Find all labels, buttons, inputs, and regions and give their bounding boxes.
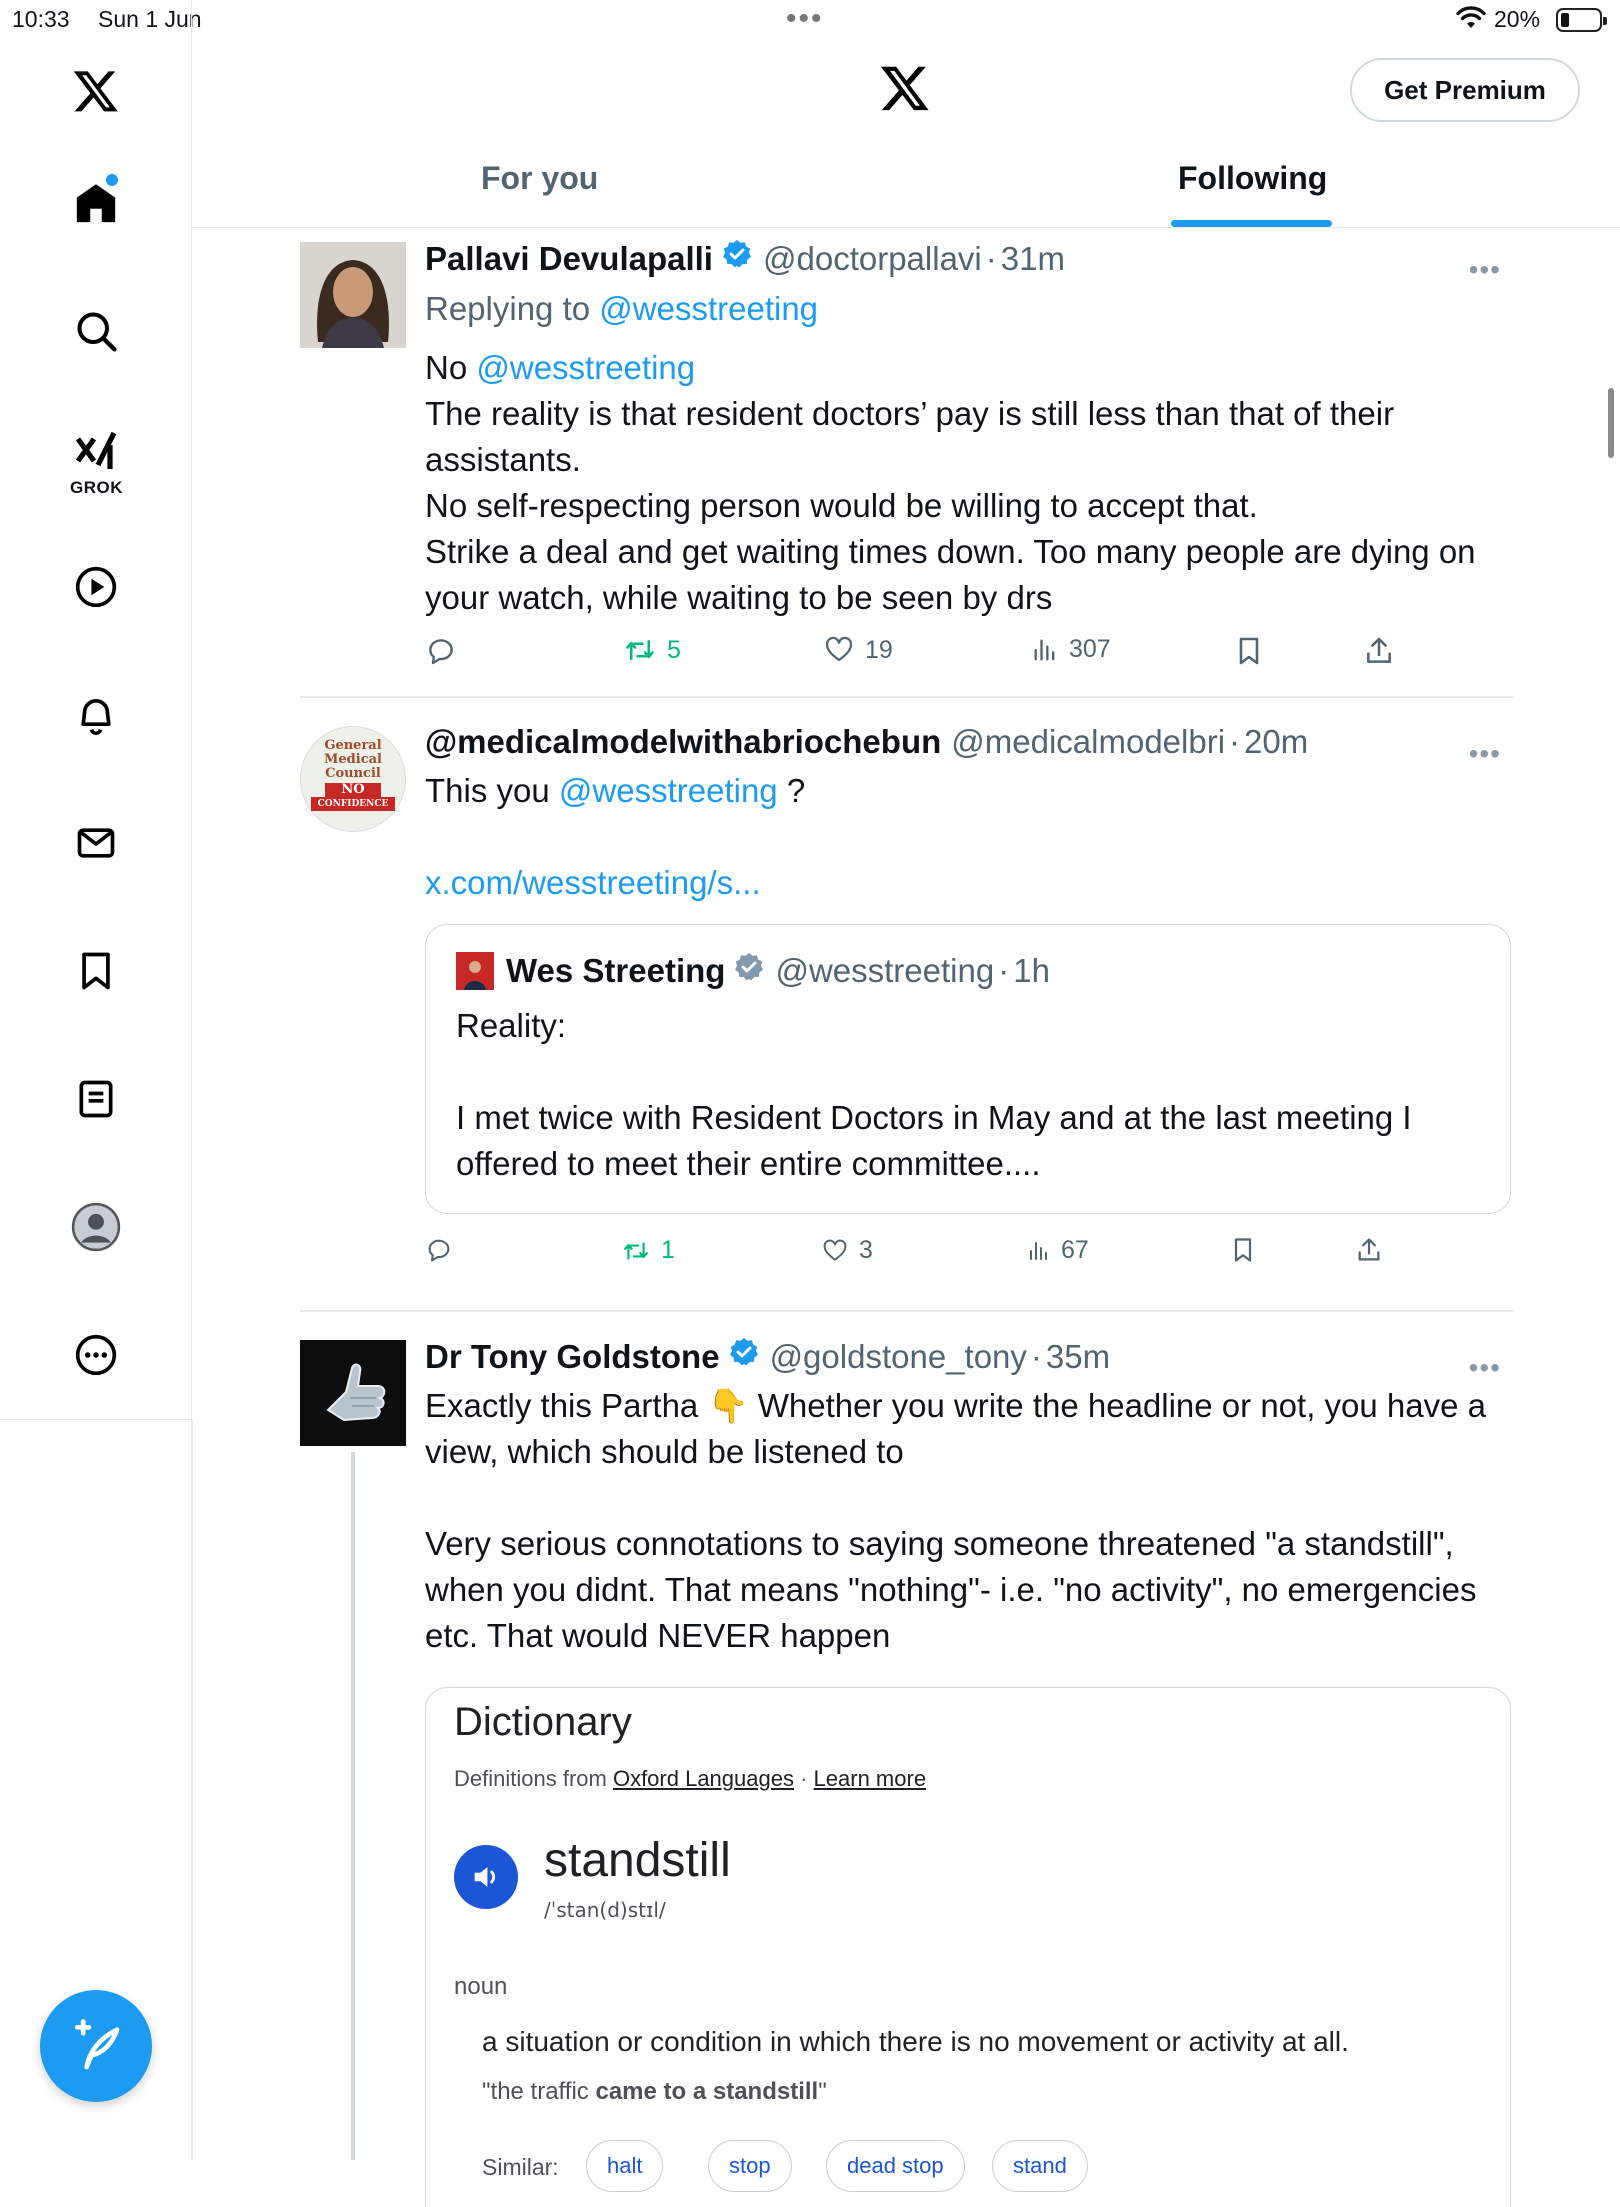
separator: · (1030, 1337, 1042, 1375)
reply-button[interactable] (425, 635, 457, 667)
profile-avatar-icon[interactable] (46, 1192, 146, 1262)
similar-label: Similar: (482, 2154, 559, 2180)
tweet-divider (300, 1310, 1513, 1312)
status-time: 10:33 (12, 6, 70, 32)
scrollbar[interactable] (1608, 388, 1614, 458)
speaker-icon (454, 1845, 518, 1909)
status-date: Sun 1 Jun (98, 6, 202, 32)
dictionary-word: standstill (544, 1834, 731, 1887)
avatar-text: Council (325, 766, 381, 781)
tab-for-you[interactable]: For you (481, 160, 599, 196)
attached-image-dictionary[interactable] (425, 1687, 1511, 2207)
tweet[interactable] (193, 1336, 1513, 2180)
quote-timestamp: 1h (1013, 952, 1050, 989)
similar-chip: halt (586, 2140, 663, 2192)
more-icon[interactable]: ••• (1468, 1352, 1501, 1383)
messages-mail-icon[interactable] (46, 808, 146, 878)
avatar-text: CONFIDENCE (311, 797, 395, 811)
text-part: Whether you write the headline or not, you have a view, which should be listened to (425, 1387, 1486, 1470)
like-count: 19 (865, 635, 893, 664)
mention-link[interactable]: @wesstreeting (558, 772, 778, 809)
like-count: 3 (859, 1236, 873, 1264)
x-header-logo-icon (878, 62, 932, 119)
reply-icon (425, 1236, 453, 1264)
x-logo-icon[interactable] (46, 56, 146, 126)
grok-label: GROK (70, 478, 123, 497)
avatar[interactable] (300, 726, 406, 832)
text-suffix: ? (777, 772, 806, 809)
text-line: No self-respecting person would be willing to accept that. (425, 487, 1258, 524)
more-options-icon[interactable] (46, 1320, 146, 1390)
share-icon (1363, 635, 1395, 667)
separator: · (985, 239, 997, 277)
active-tab-indicator (1171, 220, 1332, 227)
dictionary-source (454, 1766, 926, 1792)
author-handle[interactable]: @medicalmodelbri (951, 723, 1226, 760)
source-link: Oxford Languages (612, 1766, 794, 1791)
tweet-actions (425, 1236, 1505, 1286)
left-nav (0, 0, 192, 1420)
text-prefix: This you (425, 772, 559, 809)
example-open: "the traffic (482, 2078, 596, 2105)
bookmark-button[interactable] (1233, 635, 1265, 667)
retweet-icon (621, 1238, 651, 1264)
tweet-text (425, 1383, 1505, 1475)
tweet-text (425, 768, 1505, 814)
replying-prefix: Replying to (425, 290, 600, 327)
tab-following[interactable]: Following (1178, 160, 1328, 196)
timestamp[interactable]: 35m (1045, 1337, 1111, 1375)
thread-line (351, 1452, 355, 2160)
tweet-divider (300, 696, 1513, 698)
share-button[interactable] (1363, 635, 1395, 667)
replying-to (425, 287, 1505, 331)
tweet-text: Very serious connotations to saying someone threatened "a standstill", when you didnt. That means "nothing"- i.e. "no activity", no emergencies etc. That would NEVER happen (425, 1525, 1477, 1654)
tweet-header (425, 238, 1505, 279)
views-button[interactable] (1027, 1236, 1089, 1265)
share-icon (1355, 1236, 1383, 1264)
retweet-count: 1 (661, 1236, 675, 1264)
quote-author-name[interactable]: Wes Streeting (506, 952, 726, 989)
dictionary-phonetic: /ˈstan(d)stɪl/ (544, 1898, 666, 1922)
pointing-down-emoji: 👇 (707, 1387, 749, 1424)
bookmark-icon (1229, 1236, 1257, 1264)
timestamp[interactable]: 31m (1000, 239, 1065, 277)
tweet-text (425, 345, 1505, 621)
example-close: " (818, 2078, 827, 2105)
wifi-icon (1456, 6, 1486, 35)
retweet-button[interactable] (621, 1236, 675, 1265)
reply-icon (425, 635, 457, 667)
dictionary-part-of-speech: noun (454, 1973, 508, 2000)
battery-percent: 20% (1494, 6, 1541, 32)
quote-header (456, 951, 1480, 991)
author-handle[interactable]: @goldstone_tony (769, 1337, 1027, 1375)
tweet-actions (425, 635, 1505, 685)
bookmark-nav-icon[interactable] (46, 936, 146, 1006)
author-name[interactable]: @medicalmodelwithabriochebun (425, 723, 942, 760)
avatar-text: NO (325, 783, 381, 797)
like-button[interactable] (821, 1236, 873, 1265)
search-icon[interactable] (46, 296, 146, 366)
retweet-icon (623, 635, 657, 665)
learn-more-link: Learn more (813, 1766, 927, 1791)
battery-icon (1556, 8, 1602, 32)
video-icon[interactable] (46, 552, 146, 622)
quote-text-line: I met twice with Resident Doctors in May and at the last meeting I offered to meet their entire committee.... (456, 1099, 1412, 1182)
verified-badge-icon (721, 238, 753, 279)
compose-post-button[interactable] (40, 1990, 152, 2102)
author-name[interactable]: Pallavi Devulapalli (425, 239, 713, 277)
separator: · (998, 952, 1010, 989)
similar-chip: stop (708, 2140, 792, 2192)
views-button[interactable] (1031, 635, 1111, 664)
quote-avatar[interactable] (456, 952, 494, 990)
home-icon[interactable] (46, 168, 146, 238)
more-icon[interactable]: ••• (1468, 254, 1501, 285)
avatar[interactable] (300, 242, 406, 348)
mention-link[interactable]: @wesstreeting (599, 290, 819, 327)
example-bold: came to a standstill (595, 2078, 819, 2105)
mention-link[interactable]: @wesstreeting (476, 349, 696, 386)
text-line: The reality is that resident doctors’ pay is still less than that of their assistants. (425, 395, 1395, 478)
source-sep: · (793, 1766, 814, 1791)
views-icon (1027, 1239, 1051, 1263)
source-prefix: Definitions from (454, 1766, 613, 1791)
url-link[interactable]: x.com/wesstreeting/s... (425, 864, 761, 901)
text-part: Exactly this Partha (425, 1387, 708, 1424)
share-button[interactable] (1355, 1236, 1383, 1264)
dictionary-definition: a situation or condition in which there is no movement or activity at all. (482, 2026, 1349, 2057)
like-button[interactable] (823, 635, 893, 665)
reply-button[interactable] (425, 1236, 453, 1264)
avatar-text: General (324, 738, 382, 753)
status-bar (0, 0, 1620, 40)
similar-chip: dead stop (826, 2140, 965, 2192)
views-icon (1031, 636, 1059, 664)
tweet[interactable] (193, 722, 1513, 1302)
notifications-bell-icon[interactable] (46, 680, 146, 750)
quote-handle[interactable]: @wesstreeting (775, 952, 995, 989)
multitask-dots-icon[interactable]: ••• (786, 2, 824, 35)
retweet-count: 5 (667, 635, 681, 664)
timestamp[interactable]: 20m (1244, 723, 1309, 760)
timeline-tabs (193, 140, 1620, 228)
text-line: Strike a deal and get waiting times down. Too many people are dying on your watch, while waiting to be seen by drs (425, 533, 1476, 616)
bookmark-icon (1233, 635, 1265, 667)
author-handle[interactable]: @doctorpallavi (762, 239, 982, 277)
dictionary-title: Dictionary (454, 1700, 632, 1744)
retweet-button[interactable] (623, 635, 681, 665)
verified-grey-badge-icon (733, 951, 765, 991)
view-count: 307 (1069, 635, 1111, 663)
bookmark-button[interactable] (1229, 1236, 1257, 1264)
heart-icon (821, 1238, 849, 1264)
lists-icon[interactable] (46, 1064, 146, 1134)
text-prefix: No (425, 349, 477, 386)
heart-icon (823, 635, 855, 665)
separator: · (1229, 723, 1241, 760)
home-notification-dot (106, 174, 118, 186)
similar-chip: stand (992, 2140, 1088, 2192)
avatar-text: Medical (324, 752, 382, 767)
tweet-header (425, 722, 1505, 762)
more-icon[interactable]: ••• (1468, 738, 1501, 769)
tweet[interactable] (193, 238, 1513, 698)
avatar[interactable] (300, 1340, 406, 1446)
view-count: 67 (1061, 1236, 1089, 1264)
quoted-tweet[interactable] (425, 924, 1511, 1214)
tweet-header (425, 1336, 1505, 1377)
author-name[interactable]: Dr Tony Goldstone (425, 1337, 720, 1375)
verified-badge-icon (728, 1336, 760, 1377)
quote-text-line: Reality: (456, 1007, 567, 1044)
dictionary-example (482, 2078, 827, 2106)
get-premium-button[interactable]: Get Premium (1350, 58, 1580, 122)
